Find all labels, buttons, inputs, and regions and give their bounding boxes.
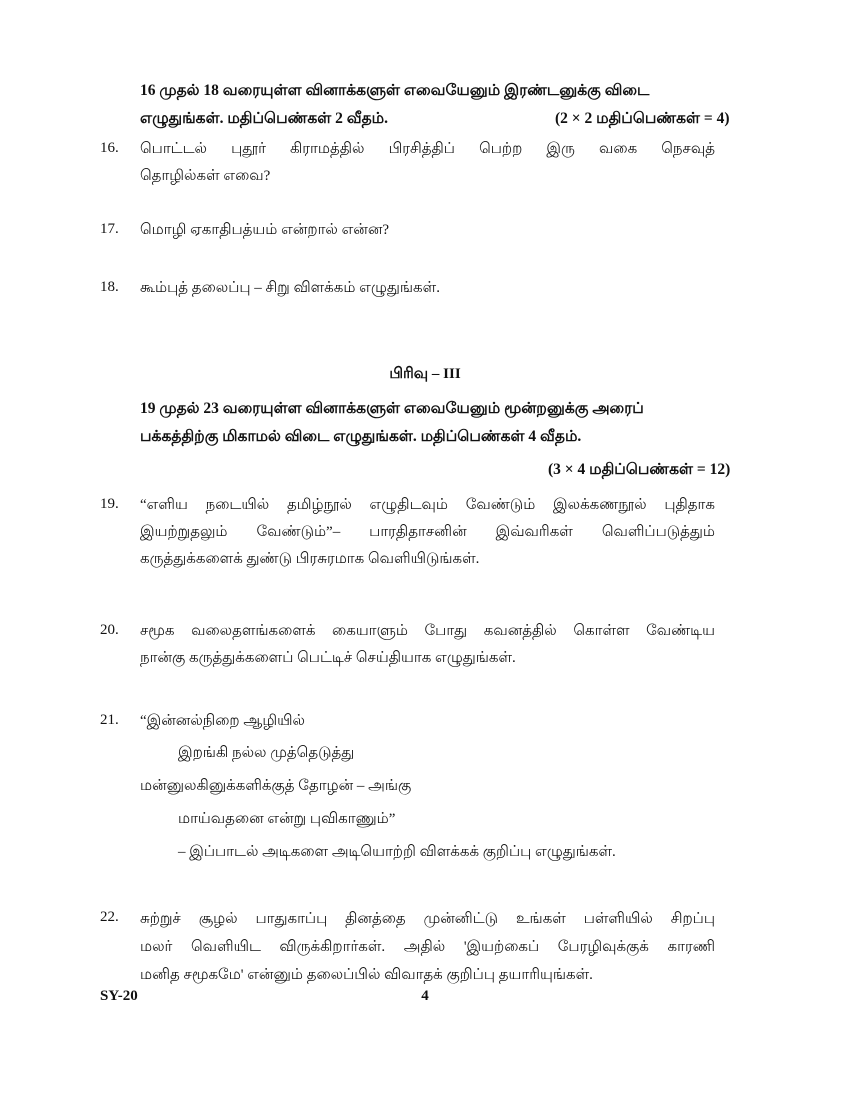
question-21-verse2: இறங்கி நல்ல முத்தெடுத்து xyxy=(178,745,355,761)
question-number-17: 17. xyxy=(100,221,119,237)
section2-marks: (2 × 2 மதிப்பெண்கள் = 4) xyxy=(555,110,730,127)
question-21-verse3: மன்னுலகினுக்களிக்குத் தோழன் – அங்கு xyxy=(140,778,412,794)
question-19 xyxy=(140,492,715,573)
section3-instruction-line1: 19 முதல் 23 வரையுள்ள வினாக்களுள் எவையேனும் மூன்றனுக்கு அரைப் xyxy=(140,400,644,417)
question-16-line1: பொட்டல் புதூர் கிராமத்தில் பிரசித்திப் பெற்ற இரு வகை நெசவுத் xyxy=(140,141,715,157)
question-22-line1: சுற்றுச் சூழல் பாதுகாப்பு தினத்தை முன்னிட்டு உங்கள் பள்ளியில் சிறப்பு xyxy=(140,911,715,927)
question-20-line1: சமூக வலைதளங்களைக் கையாளும் போது கவனத்தில் கொள்ள வேண்டிய xyxy=(140,623,715,639)
question-number-21: 21. xyxy=(100,712,119,728)
footer-code: SY-20 xyxy=(100,988,138,1004)
question-18: கூம்புத் தலைப்பு – சிறு விளக்கம் எழுதுங்கள். xyxy=(140,280,440,296)
section3-heading: பிரிவு – III xyxy=(389,366,461,382)
question-19-line2: இயற்றுதலும் வேண்டும்”– பாரதிதாசனின் இவ்வரிகள் வெளிப்படுத்தும் xyxy=(140,524,715,540)
question-17: மொழி ஏகாதிபத்யம் என்றால் என்ன? xyxy=(140,222,390,238)
question-number-18: 18. xyxy=(100,279,119,295)
question-number-19: 19. xyxy=(100,496,119,512)
question-19-line3: கருத்துக்களைக் துண்டு பிரசுரமாக வெளியிடுங்கள். xyxy=(140,551,480,567)
question-21-verse4: மாய்வதனை என்று புவிகாணும்” xyxy=(178,811,396,827)
question-22 xyxy=(140,905,715,989)
section2-instruction-line2: எழுதுங்கள். மதிப்பெண்கள் 2 வீதம். xyxy=(140,110,389,127)
page-number: 4 xyxy=(421,988,429,1004)
section3-instruction-line2: பக்கத்திற்கு மிகாமல் விடை எழுதுங்கள். மதிப்பெண்கள் 4 வீதம். xyxy=(140,428,582,445)
section2-instruction-line1: 16 முதல் 18 வரையுள்ள வினாக்களுள் எவையேனும் இரண்டனுக்கு விடை xyxy=(140,82,650,99)
question-number-22: 22. xyxy=(100,909,119,925)
question-16-line2: தொழில்கள் எவை? xyxy=(140,168,271,184)
question-number-20: 20. xyxy=(100,622,119,638)
question-21-instruction: – இப்பாடல் அடிகளை அடியொற்றி விளக்கக் குறிப்பு எழுதுங்கள். xyxy=(178,844,616,860)
question-16 xyxy=(140,136,715,190)
question-number-16: 16. xyxy=(100,140,119,156)
question-22-line2: மலர் வெளியிட விருக்கிறார்கள். அதில் 'இயற்கைப் பேரழிவுக்குக் காரணி xyxy=(140,939,715,955)
question-22-line3: மனித சமூகமே' என்னும் தலைப்பில் விவாதக் குறிப்பு தயாரியுங்கள். xyxy=(140,967,593,983)
question-20 xyxy=(140,618,715,672)
section3-marks: (3 × 4 மதிப்பெண்கள் = 12) xyxy=(548,461,731,478)
question-19-line1: “எளிய நடையில் தமிழ்நூல் எழுதிடவும் வேண்டும் இலக்கணநூல் புதிதாக xyxy=(140,497,715,513)
question-21-verse1: “இன்னல்நிறை ஆழியில் xyxy=(140,713,305,729)
question-20-line2: நான்கு கருத்துக்களைப் பெட்டிச் செய்தியாக எழுதுங்கள். xyxy=(140,650,516,666)
